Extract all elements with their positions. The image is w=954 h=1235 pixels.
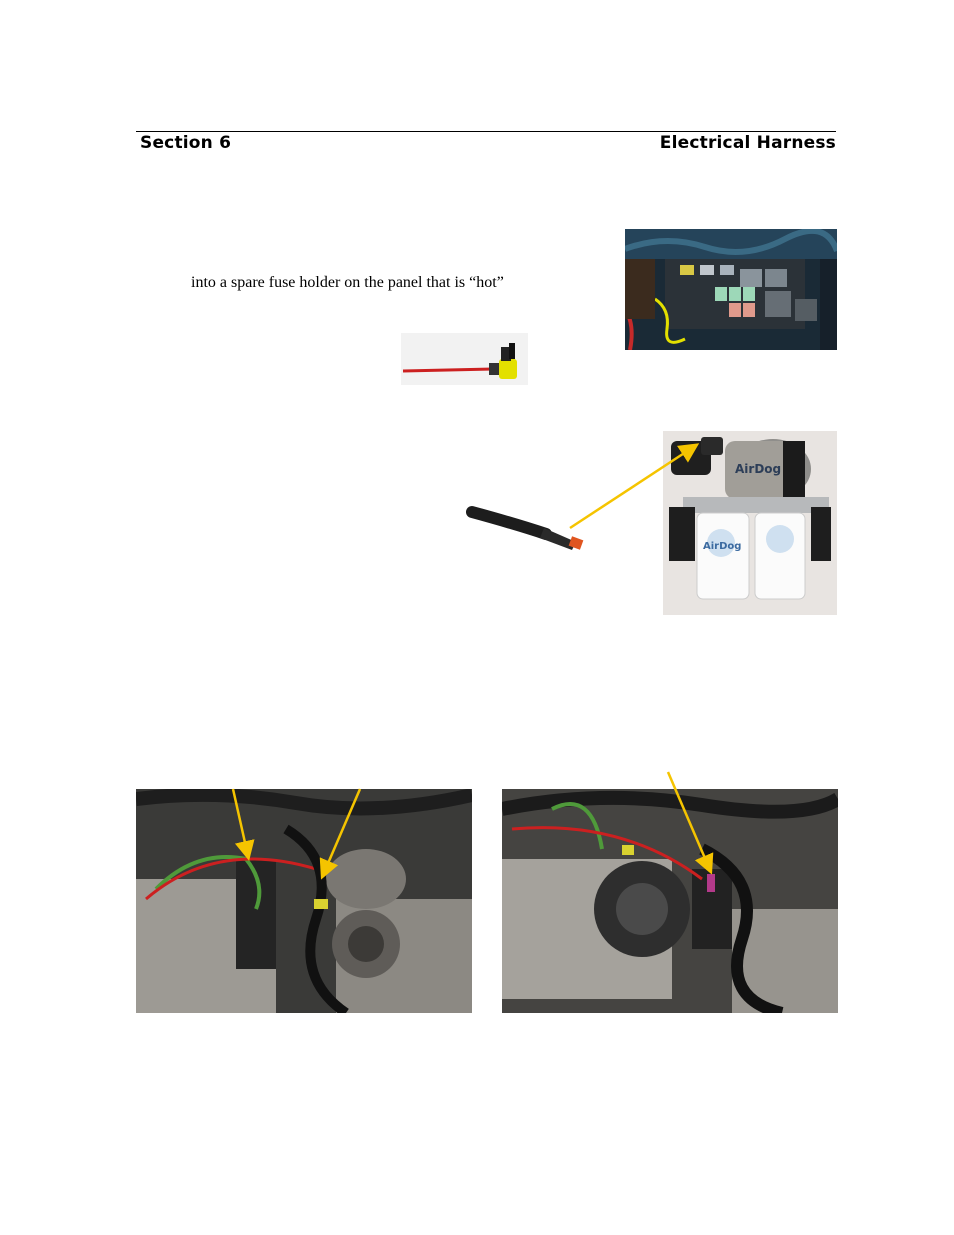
fuse-panel-photo — [625, 229, 837, 350]
fuse-tap-holder — [489, 363, 499, 375]
engine-photo-right — [502, 789, 838, 1013]
fuse-instruction-text: into a spare fuse holder on the panel that is “hot” — [191, 274, 504, 291]
harness-connector-photo — [466, 498, 588, 554]
section-title: Electrical Harness — [659, 133, 836, 153]
fuse-tap-photo — [401, 333, 528, 385]
header-rule — [136, 131, 836, 132]
section-number: Section 6 — [140, 133, 232, 153]
engine-photo-left — [136, 789, 472, 1013]
filter-brand-label: AirDog — [703, 541, 742, 552]
pump-brand-label: AirDog — [735, 462, 782, 476]
airdog-pump-photo — [663, 431, 837, 615]
